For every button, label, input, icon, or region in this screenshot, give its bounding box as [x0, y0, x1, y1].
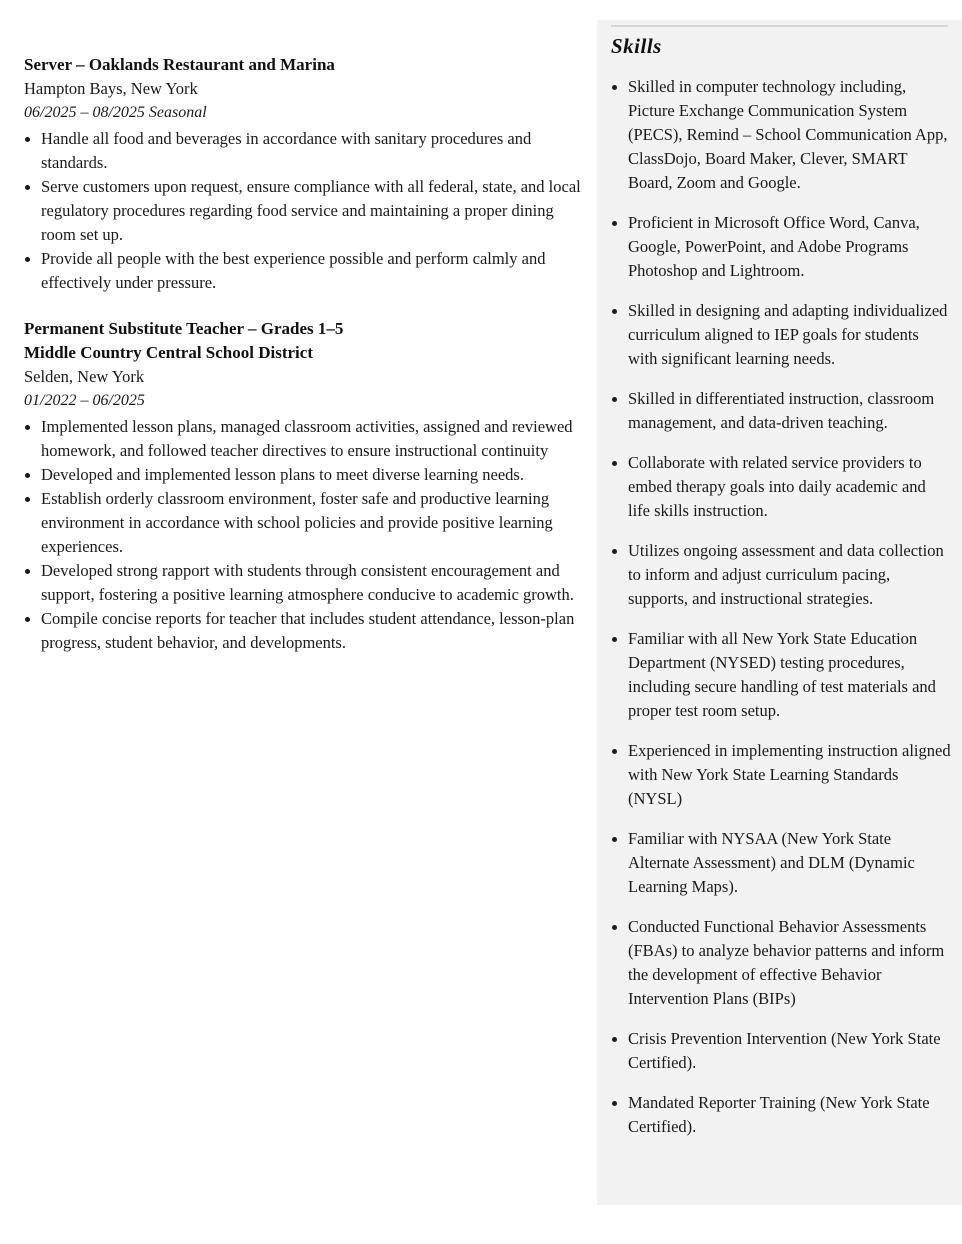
skill-item: Proficient in Microsoft Office Word, Canva, Google, PowerPoint, and Adobe Programs Photoshop and Lightroom. [611, 211, 951, 283]
job-dates: 06/2025 – 08/2025 Seasonal [24, 104, 207, 121]
job-entry-substitute-teacher [24, 317, 584, 655]
skills-sidebar [597, 20, 962, 1205]
job-bullet: Developed and implemented lesson plans to meet diverse learning needs. [24, 463, 584, 487]
job-bullets [24, 127, 584, 295]
skill-item: Skilled in computer technology including, Picture Exchange Communication System (PECS), Remind – School Communication App, ClassDojo, Board Maker, Clever, SMART Board, Zoom and Google. [611, 75, 951, 195]
job-bullet: Developed strong rapport with students through consistent encouragement and support, fostering a positive learning atmosphere conducive to academic growth. [24, 559, 584, 607]
job-title: Server – Oaklands Restaurant and Marina [24, 55, 335, 74]
job-location: Selden, New York [24, 367, 145, 386]
job-bullet: Implemented lesson plans, managed classroom activities, assigned and reviewed homework, and followed teacher directives to ensure instructional continuity [24, 415, 584, 463]
skill-item: Collaborate with related service providers to embed therapy goals into daily academic and life skills instruction. [611, 451, 951, 523]
job-bullets [24, 415, 584, 655]
skills-heading: Skills [611, 34, 662, 58]
job-bullet: Establish orderly classroom environment, foster safe and productive learning environment in accordance with school policies and provide positive learning experiences. [24, 487, 584, 559]
job-location: Hampton Bays, New York [24, 79, 198, 98]
skill-item: Mandated Reporter Training (New York State Certified). [611, 1091, 951, 1139]
skill-item: Skilled in differentiated instruction, classroom management, and data-driven teaching. [611, 387, 951, 435]
job-employer: Middle Country Central School District [24, 343, 313, 362]
skill-item: Experienced in implementing instruction aligned with New York State Learning Standards (NYSL) [611, 739, 951, 811]
skills-list [611, 75, 951, 1155]
skill-item: Utilizes ongoing assessment and data collection to inform and adjust curriculum pacing, supports, and instructional strategies. [611, 539, 951, 611]
job-title: Permanent Substitute Teacher – Grades 1–5 [24, 319, 344, 338]
skill-item: Familiar with NYSAA (New York State Alternate Assessment) and DLM (Dynamic Learning Maps). [611, 827, 951, 899]
skill-item: Conducted Functional Behavior Assessments (FBAs) to analyze behavior patterns and inform the development of effective Behavior Intervention Plans (BIPs) [611, 915, 951, 1011]
skill-item: Skilled in designing and adapting individualized curriculum aligned to IEP goals for students with significant learning needs. [611, 299, 951, 371]
job-bullet: Serve customers upon request, ensure compliance with all federal, state, and local regulatory procedures regarding food service and maintaining a proper dining room set up. [24, 175, 584, 247]
job-entry-server [24, 53, 584, 295]
skills-divider [611, 25, 948, 27]
job-bullet: Provide all people with the best experience possible and perform calmly and effectively under pressure. [24, 247, 584, 295]
job-dates: 01/2022 – 06/2025 [24, 392, 145, 409]
job-bullet: Compile concise reports for teacher that includes student attendance, lesson-plan progress, student behavior, and developments. [24, 607, 584, 655]
job-bullet: Handle all food and beverages in accordance with sanitary procedures and standards. [24, 127, 584, 175]
skill-item: Familiar with all New York State Education Department (NYSED) testing procedures, including secure handling of test materials and proper test room setup. [611, 627, 951, 723]
experience-section [24, 53, 584, 677]
skill-item: Crisis Prevention Intervention (New York State Certified). [611, 1027, 951, 1075]
